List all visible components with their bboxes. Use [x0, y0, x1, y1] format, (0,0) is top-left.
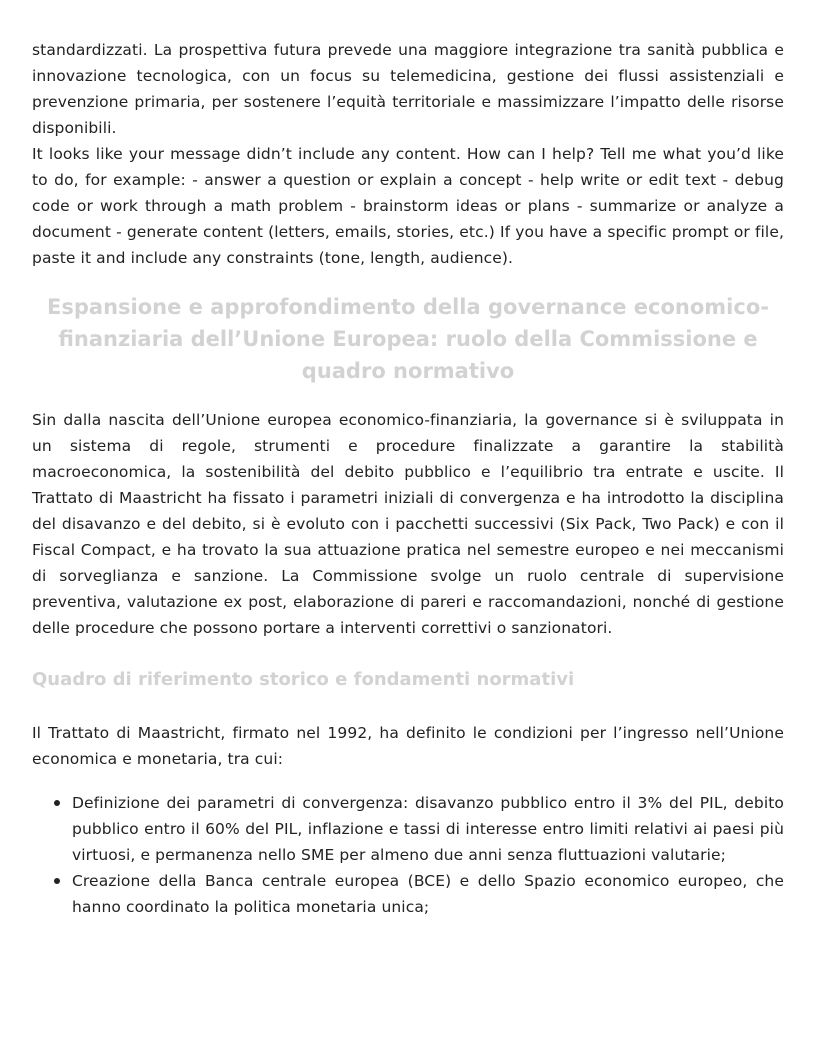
convergence-list: [32, 790, 784, 920]
list-item: [72, 868, 784, 920]
section-heading: Espansione e approfondimento della governance economico-finanziaria dell’Unione Europea: ruolo della Commissione e quadro normativo: [47, 295, 769, 383]
maastricht-paragraph: Il Trattato di Maastricht, firmato nel 1992, ha definito le condizioni per l’ingresso nell’Unione economica e monetaria, tra cui:: [32, 724, 784, 768]
reply-paragraph: It looks like your message didn’t include any content. How can I help? Tell me what you’d like to do, for example: - answer a question or explain a concept - help write or edit text - debug code or work through a math problem - brainstorm ideas or plans - summarize or analyze a document - generate content (letters, emails, stories, etc.) If you have a specific prompt or file, paste it and include any constraints (tone, length, audience).: [32, 145, 784, 267]
bullet-icon: [54, 800, 60, 806]
list-item-text: Creazione della Banca centrale europea (BCE) e dello Spazio economico europeo, che hanno coordinato la politica monetaria unica;: [72, 872, 784, 916]
subsection-heading: Quadro di riferimento storico e fondamenti normativi: [32, 669, 575, 690]
intro-paragraph: standardizzati. La prospettiva futura prevede una maggiore integrazione tra sanità pubblica e innovazione tecnologica, con un focus su telemedicina, gestione dei flussi assistenziali e prevenzione primaria, per sostenere l’equità territoriale e massimizzare l’impatto delle risorse disponibili.: [32, 41, 784, 137]
list-item-text: Definizione dei parametri di convergenza: disavanzo pubblico entro il 3% del PIL, debito pubblico entro il 60% del PIL, inflazione e tassi di interesse entro limiti relativi ai paesi più virtuosi, e permanenza nello SME per almeno due anni senza fluttuazioni valutarie;: [72, 794, 784, 864]
bullet-icon: [54, 878, 60, 884]
list-item: [72, 790, 784, 868]
governance-paragraph: Sin dalla nascita dell’Unione europea economico-finanziaria, la governance si è sviluppata in un sistema di regole, strumenti e procedure finalizzate a garantire la stabilità macroeconomica, la sostenibilità del debito pubblico e l’equilibrio tra entrate e uscite. Il Trattato di Maastricht ha fissato i parametri iniziali di convergenza e ha introdotto la disciplina del disavanzo e del debito, si è evoluto con i pacchetti successivi (Six Pack, Two Pack) e con il Fiscal Compact, e ha trovato la sua attuazione pratica nel semestre europeo e nei meccanismi di sorveglianza e sanzione. La Commissione svolge un ruolo centrale di supervisione preventiva, valutazione ex post, elaborazione di pareri e raccomandazioni, nonché di gestione delle procedure che possono portare a interventi correttivi o sanzionatori.: [32, 411, 784, 637]
